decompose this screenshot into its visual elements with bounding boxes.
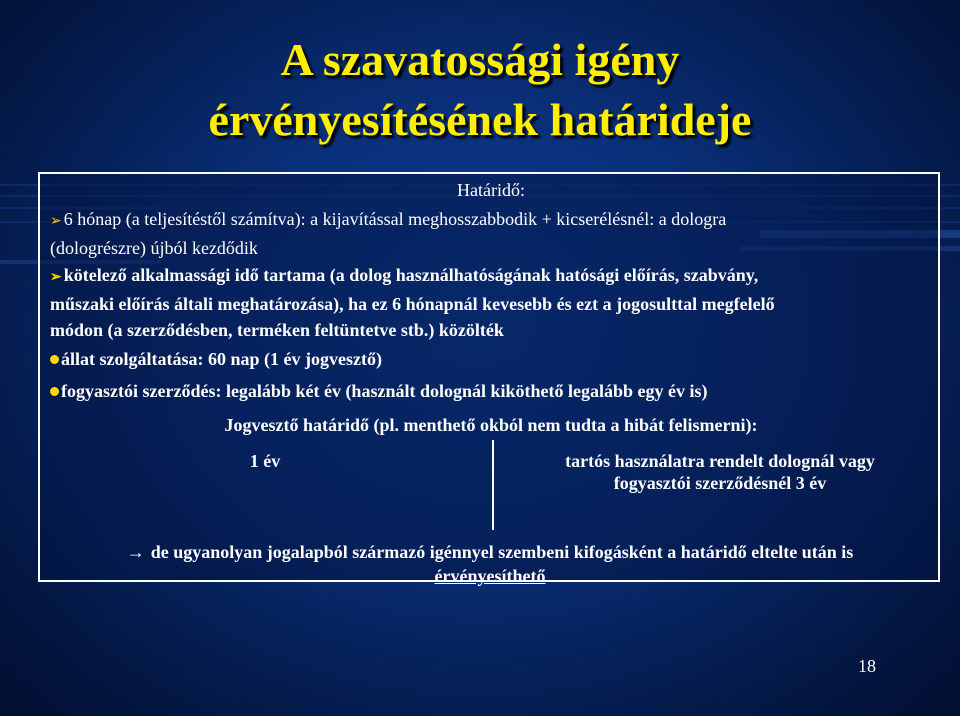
slide-title-line1: A szavatossági igény (280, 34, 680, 85)
jogveszto-heading: Jogvesztő határidő (pl. menthető okból nem tudta a hibát felismerni): (224, 415, 758, 435)
content-box (38, 172, 940, 586)
left-column-value: 1 év (249, 451, 281, 471)
dot-bullet-icon (50, 355, 59, 364)
list-item-fogyasztoi (50, 378, 930, 404)
arrow-bullet-icon: ➢ (50, 214, 62, 229)
item2-line2: műszaki előírás általi meghatározása), ha ez 6 hónapnál kevesebb és ezt a jogosulttal megfelelő (50, 294, 775, 314)
final-line2: érvényesíthető (434, 566, 546, 586)
list-item-kotelezo (50, 262, 930, 343)
final-line1: de ugyanolyan jogalapból származó igénnyel szembeni kifogásként a határidő eltelte után is (150, 542, 854, 562)
item1-line1: 6 hónap (a teljesítéstől számítva): a kijavítással meghosszabbodik + kicserélésnél: a dologra (63, 209, 727, 229)
right-col-line1: tartós használatra rendelt dolognál vagy (565, 451, 875, 471)
slide-title-line2: érvényesítésének határideje (208, 94, 752, 145)
slide-title (0, 30, 960, 150)
list-item-allat (50, 346, 930, 372)
dot-bullet-icon (50, 387, 59, 396)
item1-line2: (dologrészre) újból kezdődik (50, 238, 258, 258)
page-number: 18 (858, 656, 876, 676)
column-divider (492, 440, 494, 530)
final-note (50, 540, 930, 588)
list-item-6-honap (50, 206, 930, 261)
item2-line1: kötelező alkalmassági idő tartama (a dolog használhatóságának hatósági előírás, szabvány, (63, 265, 759, 285)
arrow-bullet-icon: ➢ (50, 270, 62, 285)
item2-line3: módon (a szerződésben, terméken feltüntetve stb.) közölték (50, 320, 504, 340)
item3-text: állat szolgáltatása: 60 nap (1 év jogvesztő) (61, 349, 382, 369)
box-heading: Határidő: (457, 180, 525, 200)
right-col-line2: fogyasztói szerződésnél 3 év (613, 473, 827, 493)
right-arrow-icon: → (126, 542, 145, 562)
right-column-text (510, 450, 930, 494)
item4-text: fogyasztói szerződés: legalább két év (használt dolognál kiköthető legalább egy év is) (61, 381, 708, 401)
